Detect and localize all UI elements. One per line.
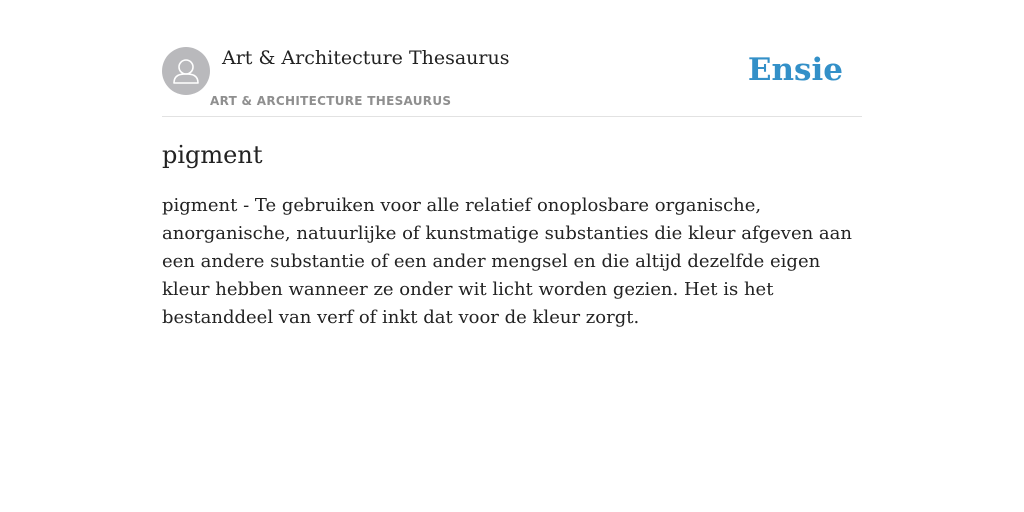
brand-logo[interactable]: Ensie <box>747 52 843 88</box>
source-title[interactable]: Art & Architecture Thesaurus <box>222 47 510 69</box>
entry-definition: pigment - Te gebruiken voor alle relatief onoplosbare organische, anorganische, natuurlijke of kunstmatige substanties die kleur afgeven aan een andere substantie of een ander mengsel en die altijd dezelfde eigen kleur hebben wanneer ze onder wit licht worden gezien. Het is het bestanddeel van verf of inkt dat voor de kleur zorgt. <box>162 195 852 328</box>
avatar[interactable] <box>162 47 210 95</box>
entry-term: pigment <box>162 141 263 169</box>
entry-header <box>162 0 862 117</box>
user-silhouette-icon <box>162 47 210 95</box>
source-subtitle[interactable]: ART & ARCHITECTURE THESAURUS <box>210 94 452 108</box>
